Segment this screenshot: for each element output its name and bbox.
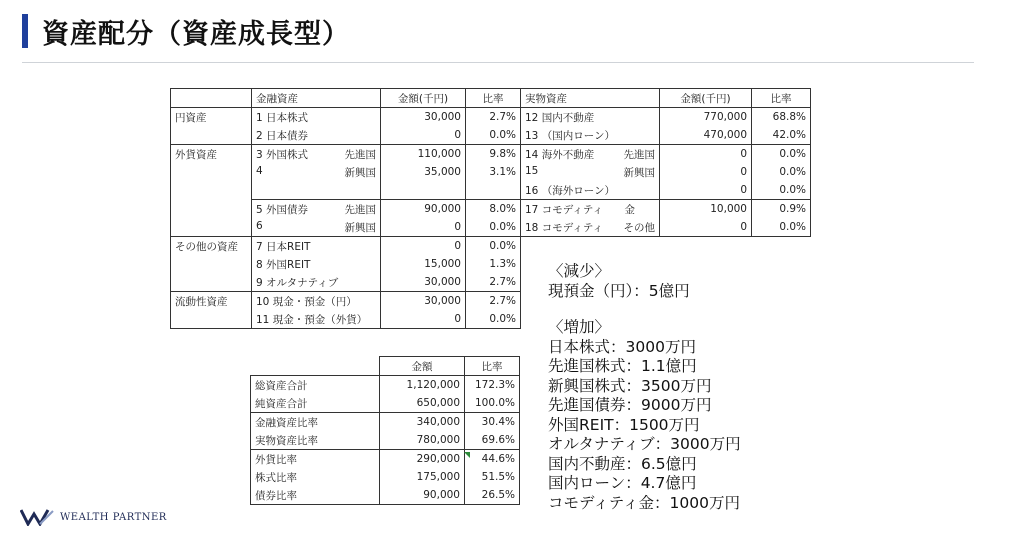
header-financial: 金融資産 (252, 89, 381, 108)
financial-amount: 0 (381, 218, 466, 237)
summary-ratio: 26.5% (465, 486, 520, 505)
group-yen: 円資産 (171, 108, 252, 127)
physical-amount: 0 (660, 181, 752, 200)
summary-header-amount: 金額 (380, 357, 465, 376)
summary-amount: 175,000 (380, 468, 465, 486)
increase-heading: 〈増加〉 (548, 318, 611, 336)
header-physical: 実物資産 (521, 89, 660, 108)
summary-amount: 290,000 (380, 450, 465, 469)
physical-ratio: 0.0% (752, 145, 811, 164)
physical-label: 18 コモディティ その他 (521, 218, 660, 237)
summary-label: 株式比率 (251, 468, 380, 486)
physical-label: 16 （海外ローン） (521, 181, 660, 200)
increase-item: 外国REIT：1500万円 (548, 415, 700, 434)
table-row (171, 163, 811, 181)
table-row (171, 200, 811, 219)
summary-amount: 650,000 (380, 394, 465, 413)
group-foreign: 外貨資産 (171, 145, 252, 164)
summary-label: 純資産合計 (251, 394, 380, 413)
financial-amount: 30,000 (381, 273, 466, 292)
decrease-notes (548, 262, 690, 301)
physical-amount: 0 (660, 163, 752, 181)
table-row (171, 292, 811, 311)
summary-row (251, 413, 520, 432)
summary-label: 債券比率 (251, 486, 380, 505)
financial-amount: 30,000 (381, 108, 466, 127)
financial-ratio: 9.8% (466, 145, 521, 164)
summary-header-row (251, 357, 520, 376)
physical-ratio: 42.0% (752, 126, 811, 145)
increase-item: 日本株式：3000万円 (548, 337, 696, 356)
header-blank (171, 89, 252, 108)
financial-ratio: 0.0% (466, 218, 521, 237)
physical-ratio: 0.0% (752, 163, 811, 181)
summary-label: 外貨比率 (251, 450, 380, 469)
summary-ratio: 100.0% (465, 394, 520, 413)
financial-label: 11 現金・預金（外貨） (252, 310, 381, 329)
physical-ratio: 0.9% (752, 200, 811, 219)
summary-row (251, 450, 520, 469)
header-ratio: 比率 (466, 89, 521, 108)
increase-item: コモディティ金：1000万円 (548, 493, 740, 512)
financial-ratio: 8.0% (466, 200, 521, 219)
financial-label: 9 オルタナティブ (252, 273, 381, 292)
physical-label: 17 コモディティ 金 (521, 200, 660, 219)
physical-label: 13 （国内ローン） (521, 126, 660, 145)
summary-ratio: 172.3% (465, 376, 520, 395)
financial-ratio: 0.0% (466, 126, 521, 145)
physical-label: 15 新興国 (521, 163, 660, 181)
table-row (171, 145, 811, 164)
summary-row (251, 376, 520, 395)
financial-label: 5 外国債券 先進国 (252, 200, 381, 219)
increase-notes (548, 318, 741, 513)
summary-row (251, 431, 520, 450)
summary-amount: 340,000 (380, 413, 465, 432)
physical-ratio: 0.0% (752, 218, 811, 237)
summary-ratio: 30.4% (465, 413, 520, 432)
cell-comment-marker (464, 452, 470, 458)
group-liquid: 流動性資産 (171, 292, 252, 311)
group-other: その他の資産 (171, 237, 252, 256)
table-row (171, 273, 811, 292)
decrease-heading: 〈減少〉 (548, 262, 611, 280)
summary-amount: 1,120,000 (380, 376, 465, 395)
increase-item: 国内ローン：4.7億円 (548, 474, 697, 492)
physical-amount: 0 (660, 218, 752, 237)
table-row (171, 108, 811, 127)
table-header-row (171, 89, 811, 108)
summary-amount: 780,000 (380, 431, 465, 450)
table-row (171, 237, 811, 256)
financial-amount: 0 (381, 310, 466, 329)
summary-row (251, 486, 520, 505)
financial-ratio: 1.3% (466, 255, 521, 273)
table-row (171, 181, 811, 200)
financial-ratio: 2.7% (466, 292, 521, 311)
table-row (171, 218, 811, 237)
physical-ratio: 68.8% (752, 108, 811, 127)
physical-label: 12 国内不動産 (521, 108, 660, 127)
summary-row (251, 394, 520, 413)
financial-label: 6 新興国 (252, 218, 381, 237)
financial-amount: 90,000 (381, 200, 466, 219)
header-amount: 金額(千円) (381, 89, 466, 108)
financial-label: 3 外国株式 先進国 (252, 145, 381, 164)
allocation-table (170, 88, 811, 329)
increase-item: 国内不動産：6.5億円 (548, 454, 697, 473)
financial-label: 1 日本株式 (252, 108, 381, 127)
summary-amount: 90,000 (380, 486, 465, 505)
summary-label: 総資産合計 (251, 376, 380, 395)
financial-label: 8 外国REIT (252, 255, 381, 273)
increase-item: 先進国債券：9000万円 (548, 396, 712, 414)
logo-text: WEALTH PARTNER (60, 511, 167, 523)
table-row (171, 126, 811, 145)
summary-ratio: 44.6% (465, 450, 520, 469)
financial-ratio: 0.0% (466, 310, 521, 329)
financial-ratio: 2.7% (466, 273, 521, 292)
summary-ratio: 51.5% (465, 468, 520, 486)
summary-table (250, 356, 520, 505)
financial-label: 4 新興国 (252, 163, 381, 181)
summary-row (251, 468, 520, 486)
physical-amount: 470,000 (660, 126, 752, 145)
title-divider (22, 62, 974, 63)
financial-ratio: 2.7% (466, 108, 521, 127)
financial-amount: 35,000 (381, 163, 466, 181)
financial-amount: 30,000 (381, 292, 466, 311)
summary-header-ratio: 比率 (465, 357, 520, 376)
physical-ratio: 0.0% (752, 181, 811, 200)
decrease-item: 現預金（円）：5億円 (548, 281, 690, 300)
financial-ratio: 0.0% (466, 237, 521, 256)
summary-ratio: 69.6% (465, 431, 520, 450)
financial-amount: 0 (381, 126, 466, 145)
financial-label: 7 日本REIT (252, 237, 381, 256)
increase-item: 先進国株式：1.1億円 (548, 357, 697, 375)
financial-label: 2 日本債券 (252, 126, 381, 145)
header-amount-physical: 金額(千円) (660, 89, 752, 108)
table-row (171, 255, 811, 273)
financial-ratio: 3.1% (466, 163, 521, 181)
wealth-partner-logo-icon (20, 508, 54, 526)
company-logo (20, 508, 167, 526)
physical-amount: 770,000 (660, 108, 752, 127)
financial-label: 10 現金・預金（円） (252, 292, 381, 311)
physical-label: 14 海外不動産 先進国 (521, 145, 660, 164)
physical-amount: 0 (660, 145, 752, 164)
summary-label: 金融資産比率 (251, 413, 380, 432)
financial-amount: 0 (381, 237, 466, 256)
page-title: 資産配分（資産成長型） (42, 19, 350, 50)
increase-item: 新興国株式：3500万円 (548, 376, 712, 395)
title-accent-bar (22, 14, 28, 48)
financial-amount: 110,000 (381, 145, 466, 164)
financial-amount: 15,000 (381, 255, 466, 273)
summary-label: 実物資産比率 (251, 431, 380, 450)
header-ratio-physical: 比率 (752, 89, 811, 108)
increase-item: オルタナティブ：3000万円 (548, 435, 741, 453)
physical-amount: 10,000 (660, 200, 752, 219)
